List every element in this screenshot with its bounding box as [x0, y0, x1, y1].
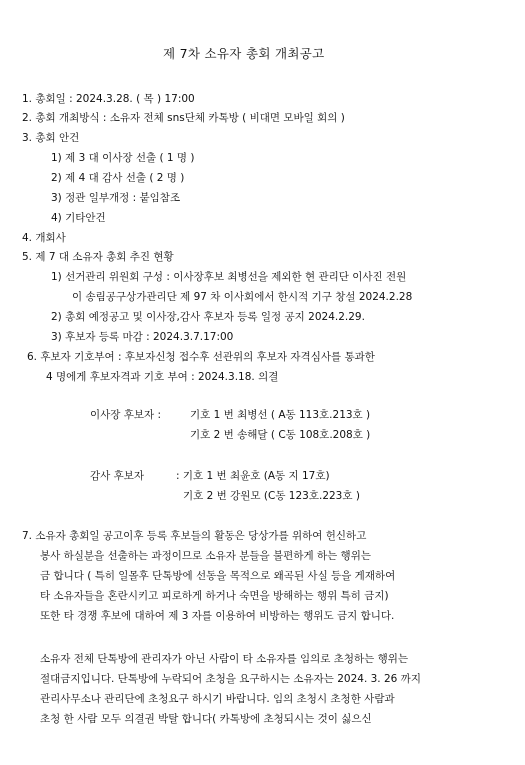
agenda-item-bylaw-amendment: 3) 정관 일부개정 : 붙임참조 [51, 192, 181, 204]
progress-heading: 5. 제 7 대 소유자 총회 추진 현황 [22, 251, 174, 263]
auditor-candidate-2: 기호 2 번 강원모 (C동 123호.223호 ) [183, 490, 360, 502]
notice-line-3: 금 합니다 ( 특히 일몰후 단톡방에 선동을 목적으로 왜곡된 사실 등을 게재하여 [40, 570, 396, 582]
chair-candidate-1: 기호 1 번 최병선 ( A동 113호.213호 ) [190, 409, 371, 421]
closing-line-1: 소유자 전체 단톡방에 관리자가 아닌 사람이 타 소유자를 임의로 초청하는 행위는 [40, 653, 409, 665]
agenda-item-chair-election: 1) 제 3 대 이사장 선출 ( 1 명 ) [51, 152, 195, 164]
chair-candidates-label: 이사장 후보자 : [90, 409, 162, 421]
closing-line-3: 관리사무소나 관리단에 초청요구 하시기 바랍니다. 임의 초청시 초청한 사람과 [40, 693, 395, 705]
closing-line-2: 절대금지입니다. 단톡방에 누락되어 초청을 요구하시는 소유자는 2024. 3. 26 까지 [40, 673, 421, 685]
closing-line-4: 초청 한 사람 모두 의결권 박탈 합니다( 카톡방에 초청되시는 것이 싫으신 [40, 713, 372, 725]
progress-item-announcement: 2) 총회 예정공고 및 이사장,감사 후보자 등록 일정 공지 2024.2.29. [51, 311, 365, 323]
agenda-item-auditor-election: 2) 제 4 대 감사 선출 ( 2 명 ) [51, 172, 185, 184]
meeting-method: 2. 총회 개최방식 : 소유자 전체 sns단체 카톡방 ( 비대면 모바일 회의 ) [22, 112, 345, 124]
document-title: 제 7차 소유자 총회 개최공고 [163, 46, 325, 61]
notice-line-5: 또한 타 경쟁 후보에 대하여 제 3 자를 이용하여 비방하는 행위도 금지 합니다. [40, 610, 395, 622]
progress-item-committee: 1) 선거관리 위원회 구성 : 이사장후보 최병선을 제외한 현 관리단 이사진 전원 [51, 271, 407, 283]
agenda-item-other: 4) 기타안건 [51, 212, 106, 224]
meeting-date: 1. 총회일 : 2024.3.28. ( 목 ) 17:00 [22, 93, 195, 105]
chair-candidate-2: 기호 2 번 송해달 ( C동 108호.208호 ) [190, 429, 371, 441]
agenda-heading: 3. 총회 안건 [22, 132, 80, 144]
progress-item-committee-cont: 이 송림공구상가관리단 제 97 차 이사회에서 한시적 기구 창설 2024.2.28 [72, 291, 413, 303]
auditor-candidates-label: 감사 후보자 [90, 470, 145, 482]
notice-line-1: 7. 소유자 총회일 공고이후 등록 후보들의 활동은 당상가를 위하여 헌신하고 [22, 530, 367, 542]
candidate-numbering: 6. 후보자 기호부여 : 후보자신청 접수후 선관위의 후보자 자격심사를 통과한 [27, 351, 375, 363]
opening-address: 4. 개회사 [22, 232, 66, 244]
progress-item-deadline: 3) 후보자 등록 마감 : 2024.3.7.17:00 [51, 331, 234, 343]
notice-line-2: 봉사 하실분을 선출하는 과정이므로 소유자 분들을 불편하게 하는 행위는 [40, 550, 371, 562]
candidate-numbering-cont: 4 명에게 후보자격과 기호 부여 : 2024.3.18. 의결 [46, 371, 279, 383]
auditor-candidate-1: : 기호 1 번 최윤호 (A동 지 17호) [176, 470, 330, 482]
notice-line-4: 타 소유자들을 혼란시키고 피로하게 하거나 숙면을 방해하는 행위 특히 금지) [40, 590, 389, 602]
